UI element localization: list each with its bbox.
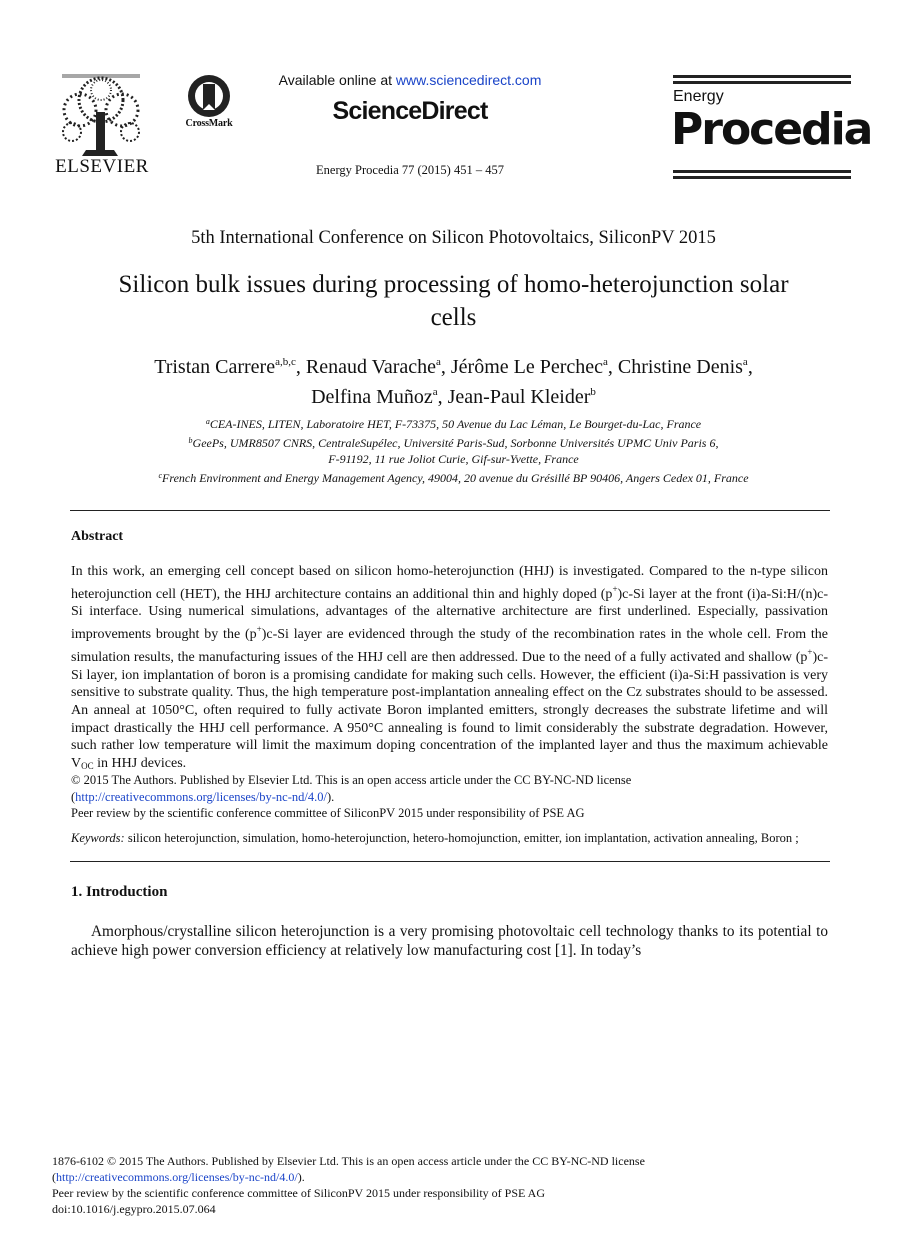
license-link[interactable]: http://creativecommons.org/licenses/by-nc-nd/4.0/ [75, 789, 327, 804]
journal-reference: Energy Procedia 77 (2015) 451 – 457 [316, 163, 504, 177]
author-affil-marker: a [742, 356, 748, 368]
superscript: + [612, 583, 618, 594]
author-separator: , [747, 356, 753, 378]
author-name: Jérôme Le Perchec [450, 356, 604, 378]
title-line-2: cells [430, 304, 477, 331]
license-url-line [71, 789, 828, 806]
introduction-paragraph: Amorphous/crystalline silicon heterojunction is a very promising photovoltaic cell technology thanks to its potential to achieve high power conversion efficiency at relatively low manufacturing cost [1]. In today’s [71, 923, 828, 959]
author-separator: , [295, 356, 306, 378]
abstract-text: )c-Si layer, ion implantation of boron is a promising candidate for making such cells. However, the efficient (i)a-Si:H passivation is very sensitive to substrate quality. Thus, the high temperature post-implantation annealing effect on the Cz substrates should to be assessed. An anneal at 1050°C, often required to fully activate Boron implanted emitters, strongly decreases the substrate lifetime and will impact drastically the HHJ cell performance. A 950°C annealing is found to limit considerably the substrate degradation. However, such rather low temperature will limit the maximum doping concentration of the implanted layer and thus the maximum achievable V [71, 649, 828, 772]
paper-title [60, 268, 847, 334]
elsevier-wordmark: ELSEVIER [55, 156, 149, 177]
author-separator: , [437, 386, 448, 408]
affiliation-marker: a [205, 417, 210, 426]
author-name: Jean-Paul Kleider [447, 386, 591, 408]
abstract-text: )c-Si layer at the front (i)a-Si:H/(n)c-Si interface. Using numerical simulations, advantages of the alternative architecture are first underlined. Especially, passivation improvements brought by the (p [71, 586, 828, 643]
keywords-text: silicon heterojunction, simulation, homo-heterojunction, hetero-homojunction, emitter, ion implantation, activation annealing, Boron ; [124, 831, 799, 845]
author-affil-marker: b [590, 386, 596, 398]
license-block [71, 772, 828, 822]
paren: ). [297, 1170, 305, 1184]
author-name: Christine Denis [617, 356, 743, 378]
author-line-2 [60, 380, 847, 410]
author-affil-marker: a [603, 356, 608, 368]
journal-logo-energy: Energy [673, 88, 724, 105]
author-separator: , [440, 356, 451, 378]
paren: ( [52, 1170, 56, 1184]
abstract-text: in HHJ devices. [93, 756, 187, 772]
peer-review-line: Peer review by the scientific conference committee of SiliconPV 2015 under responsibility of PSE AG [71, 806, 585, 820]
superscript: + [807, 646, 813, 657]
author-affil-marker: a [432, 386, 438, 398]
subscript: OC [81, 761, 94, 772]
footer-url-line [52, 1169, 852, 1185]
affiliation-text: CEA-INES, LITEN, Laboratoire HET, F-73375, 50 Avenue du Lac Léman, Le Bourget-du-Lac, France [209, 417, 702, 431]
author-affil-marker: a,b,c [275, 356, 296, 368]
paren: ( [71, 789, 76, 804]
author-line-1 [60, 350, 847, 380]
keywords-bottom-rule [70, 861, 830, 862]
keywords-line [71, 831, 831, 846]
author-name: Tristan Carrere [154, 356, 276, 378]
superscript: + [256, 624, 262, 635]
sciencedirect-brand: ScienceDirect [332, 97, 488, 125]
license-line: © 2015 The Authors. Published by Elsevier Ltd. This is an open access article under the CC BY-NC-ND license [71, 773, 632, 787]
journal-logo-rule-top [673, 75, 851, 87]
section-heading-introduction: 1. Introduction [71, 884, 168, 900]
page-footer [52, 1153, 852, 1217]
affiliation-line [60, 468, 847, 487]
footer-peer-review: Peer review by the scientific conference committee of SiliconPV 2015 under responsibility of PSE AG [52, 1186, 546, 1200]
author-separator: , [607, 356, 618, 378]
abstract-text: )c-Si layer are evidenced through the study of the recombination rates in the whole cell. From the simulation results, the manufacturing issues of the HHJ cell are then addressed. Due to the need of a fully activated and shallow (p [71, 627, 829, 665]
affiliation-marker: b [188, 435, 193, 445]
affiliations [60, 414, 847, 486]
sciencedirect-link[interactable]: www.sciencedirect.com [395, 72, 542, 88]
crossmark-label: CrossMark [185, 118, 233, 129]
abstract-heading: Abstract [71, 529, 124, 544]
availability-prefix: Available online at [278, 72, 396, 88]
author-name: Delfina Muñoz [311, 386, 433, 408]
conference-name: 5th International Conference on Silicon Photovoltaics, SiliconPV 2015 [191, 228, 716, 248]
keywords-label: Keywords: [71, 831, 125, 845]
author-name: Renaud Varache [305, 356, 436, 378]
affiliation-line [60, 433, 847, 452]
affiliation-marker: c [158, 470, 163, 480]
author-affil-marker: a [436, 356, 441, 368]
abstract-text: In this work, an emerging cell concept based on silicon homo-heterojunction (HHJ) is investigated. Compared to the n-type silicon heterojunction cell (HET), the HHJ architecture contains an additional thin and highly doped (p [71, 564, 828, 602]
affiliation-text: GeePs, UMR8507 CNRS, CentraleSupélec, Université Paris-Sud, Sorbonne Universités UPMC Univ Paris 6, [192, 435, 719, 450]
affiliation-text: French Environment and Energy Management Agency, 49004, 20 avenue du Grésillé BP 90406, Angers Cedex 01, France [162, 470, 749, 485]
affiliation-text: F-91192, 11 rue Joliot Curie, Gif-sur-Yvette, France [328, 452, 579, 466]
title-line-1: Silicon bulk issues during processing of homo-heterojunction solar [118, 271, 789, 298]
author-list [60, 350, 847, 410]
footer-doi[interactable]: doi:10.1016/j.egypro.2015.07.064 [52, 1202, 216, 1216]
abstract-top-rule [70, 510, 830, 511]
journal-logo-rule-bottom [673, 170, 851, 182]
footer-license-link[interactable]: http://creativecommons.org/licenses/by-nc-nd/4.0/ [56, 1170, 298, 1184]
journal-logo-procedia: Procedia [671, 104, 872, 155]
abstract-body [71, 563, 828, 776]
affiliation-line [60, 414, 847, 433]
availability-line [250, 72, 570, 88]
affiliation-line [60, 451, 847, 468]
footer-copyright: 1876-6102 © 2015 The Authors. Published by Elsevier Ltd. This is an open access article under the CC BY-NC-ND license [52, 1154, 645, 1168]
paren: ). [326, 789, 335, 804]
